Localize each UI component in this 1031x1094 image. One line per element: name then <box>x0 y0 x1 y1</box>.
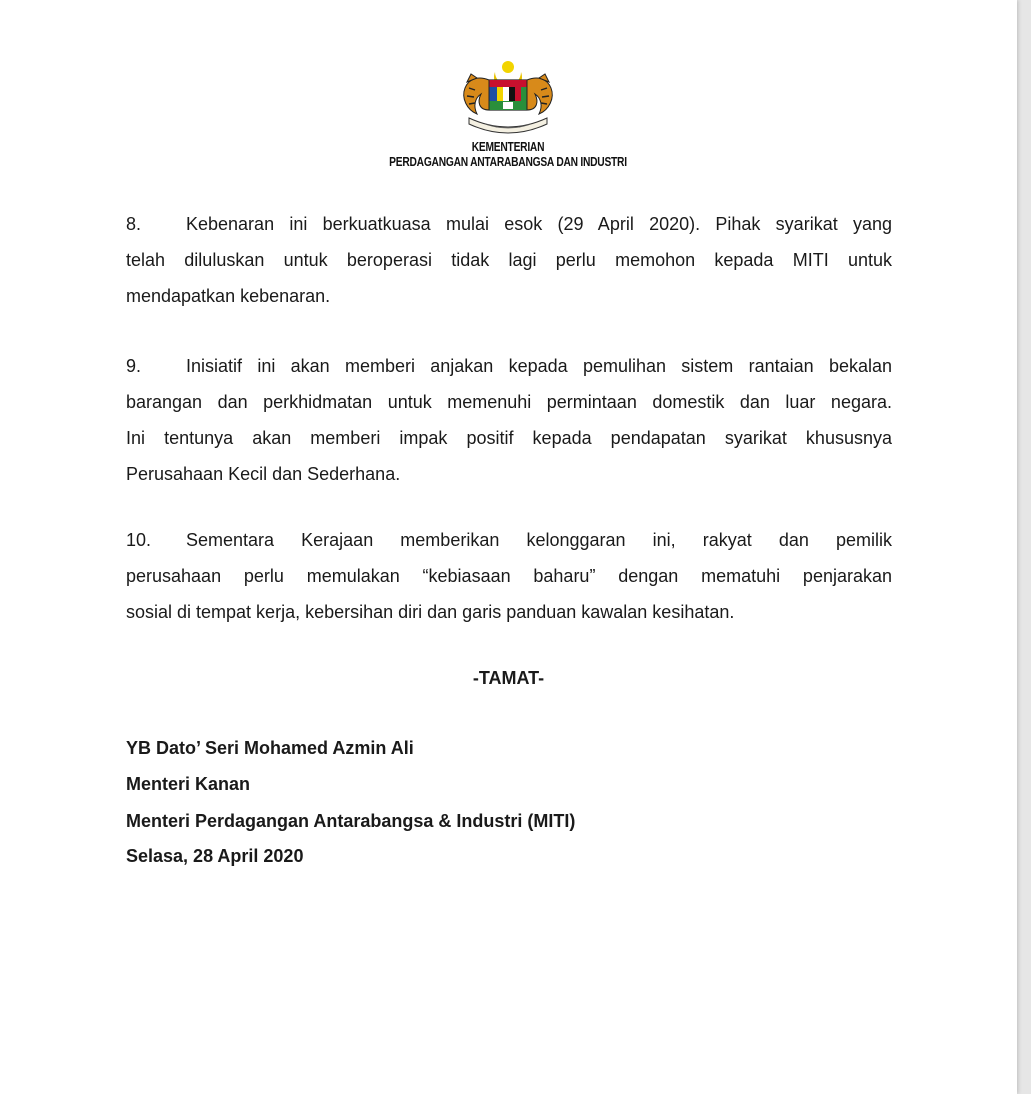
signatory-title: Menteri Perdagangan Antarabangsa & Industri (MITI) <box>126 811 576 831</box>
paragraph-number: 9. <box>126 356 142 376</box>
paragraph-line <box>126 348 892 384</box>
end-marker: -TAMAT- <box>472 668 545 688</box>
paragraph-line: Ini tentunya akan memberi impak positif kepada pendapatan syarikat khususnya <box>126 428 892 448</box>
paragraph-line <box>126 522 892 558</box>
ministry-name-line2: PERDAGANGAN ANTARABANGSA DAN INDUSTRI <box>389 155 627 169</box>
paragraph-10 <box>126 522 892 630</box>
paragraph-first-line: Sementara Kerajaan memberikan kelonggaran ini, rakyat dan pemilik <box>186 530 892 550</box>
paragraph-8 <box>126 206 892 314</box>
signatory-name: YB Dato’ Seri Mohamed Azmin Ali <box>126 738 414 758</box>
ministry-name-line1: KEMENTERIAN <box>471 140 545 154</box>
paragraph-number: 10. <box>126 530 152 550</box>
malaysia-coat-of-arms-icon <box>455 58 561 138</box>
paragraph-line: perusahaan perlu memulakan “kebiasaan baharu” dengan mematuhi penjarakan <box>126 566 892 586</box>
paragraph-line: telah diluluskan untuk beroperasi tidak lagi perlu memohon kepada MITI untuk <box>126 250 892 270</box>
paragraph-first-line: Kebenaran ini berkuatkuasa mulai esok (29 April 2020). Pihak syarikat yang <box>186 214 892 234</box>
paragraph-line: mendapatkan kebenaran. <box>126 286 331 306</box>
paragraph-line: barangan dan perkhidmatan untuk memenuhi permintaan domestik dan luar negara. <box>126 392 892 412</box>
paragraph-first-line: Inisiatif ini akan memberi anjakan kepada pemulihan sistem rantaian bekalan <box>186 356 892 376</box>
signatory-title: Menteri Kanan <box>126 774 251 794</box>
paragraph-number: 8. <box>126 214 142 234</box>
paragraph-9 <box>126 348 892 492</box>
paragraph-line <box>126 206 892 242</box>
paragraph-line: Perusahaan Kecil dan Sederhana. <box>126 464 401 484</box>
document-date: Selasa, 28 April 2020 <box>126 846 304 866</box>
paragraph-line: sosial di tempat kerja, kebersihan diri dan garis panduan kawalan kesihatan. <box>126 602 735 622</box>
